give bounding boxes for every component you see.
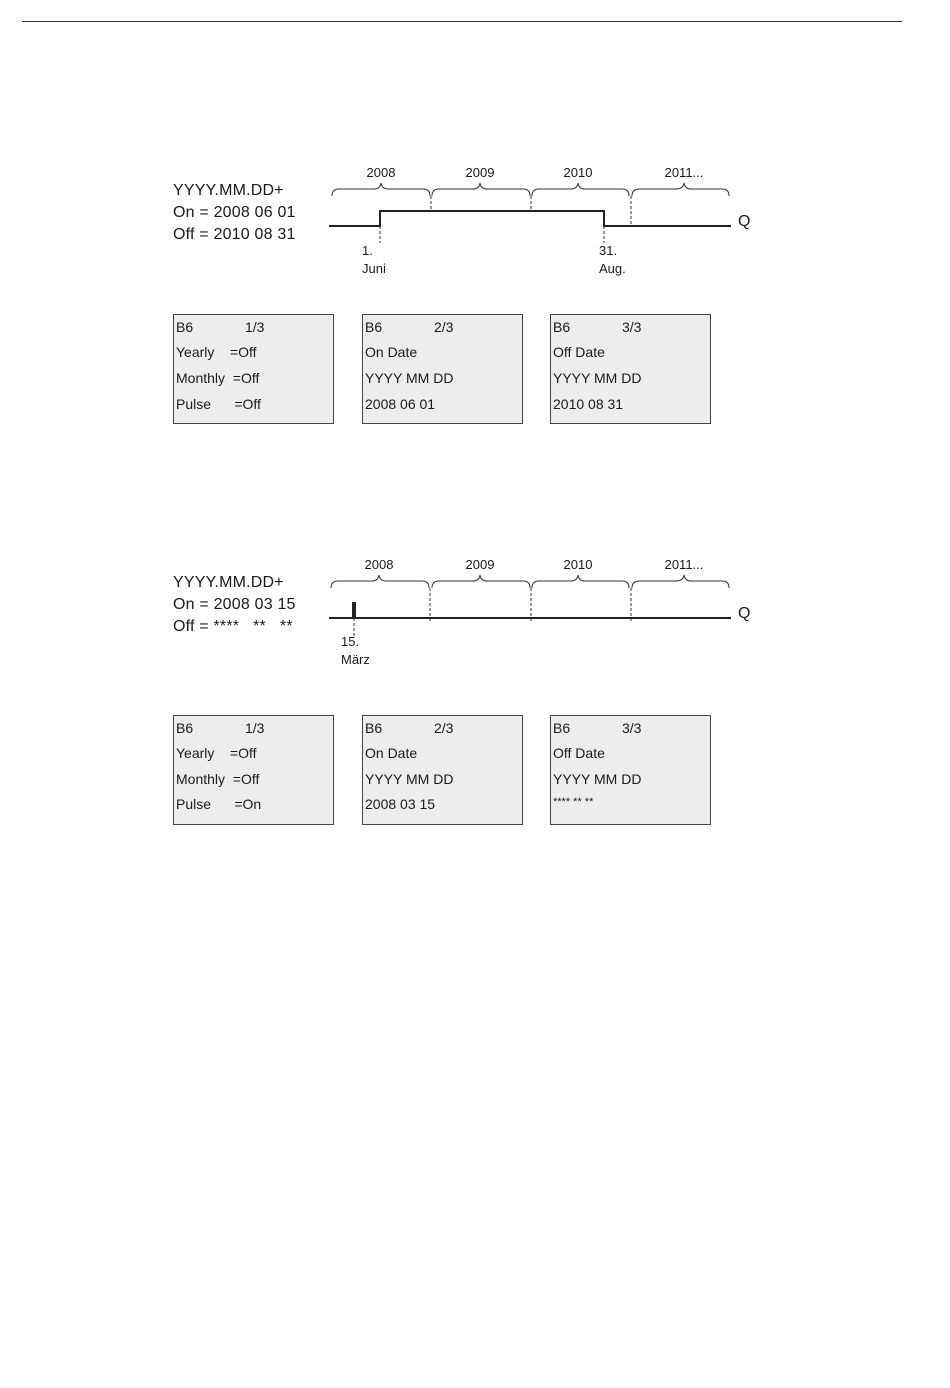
panel-line: YYYY MM DD xyxy=(553,370,642,386)
panel-line: Off Date xyxy=(553,745,605,761)
display-panel-3 xyxy=(550,715,711,825)
panel-line: **** ** ** xyxy=(553,796,594,808)
block-id: B6 xyxy=(553,319,571,335)
panel-line: 2008 06 01 xyxy=(365,396,436,412)
year-dividers xyxy=(430,588,631,621)
page-number: 3/3 xyxy=(622,319,642,335)
block-id: B6 xyxy=(176,720,194,736)
off-marker-month: Aug. xyxy=(599,261,626,276)
block-id: B6 xyxy=(553,720,571,736)
year-label: 2010 xyxy=(563,557,593,572)
panel-line: Pulse =On xyxy=(176,796,262,812)
panel-line: Monthly =Off xyxy=(176,370,260,386)
display-panel-1 xyxy=(173,715,334,825)
on-date-setting: On = 2008 06 01 xyxy=(173,204,296,221)
year-label: 2008 xyxy=(366,165,396,180)
display-panel-2 xyxy=(362,715,523,825)
on-marker-day: 1. xyxy=(362,243,373,258)
panel-line: Yearly =Off xyxy=(176,344,257,360)
panel-line: On Date xyxy=(365,344,418,360)
on-marker-month: Juni xyxy=(362,261,386,276)
panel-line: 2008 03 15 xyxy=(365,796,436,812)
page-number: 1/3 xyxy=(245,319,265,335)
panel-line: On Date xyxy=(365,745,418,761)
year-label: 2011... xyxy=(664,557,704,572)
on-marker-month: März xyxy=(341,652,370,667)
panel-line: YYYY MM DD xyxy=(365,370,454,386)
date-format: YYYY.MM.DD+ xyxy=(173,182,284,199)
panel-line: YYYY MM DD xyxy=(365,771,454,787)
output-label-q: Q xyxy=(738,213,751,230)
panel-line: 2010 08 31 xyxy=(553,396,624,412)
year-braces xyxy=(331,575,729,588)
block-id: B6 xyxy=(176,319,194,335)
panel-line: Off Date xyxy=(553,344,605,360)
page-number: 3/3 xyxy=(622,720,642,736)
on-marker-day: 15. xyxy=(341,634,360,649)
panel-line: Yearly =Off xyxy=(176,745,257,761)
year-label: 2008 xyxy=(364,557,394,572)
off-date-setting: Off = **** ** ** xyxy=(173,618,293,635)
page-number: 2/3 xyxy=(434,319,454,335)
page-number: 2/3 xyxy=(434,720,454,736)
off-date-setting: Off = 2010 08 31 xyxy=(173,226,296,243)
year-label: 2010 xyxy=(563,165,593,180)
page-number: 1/3 xyxy=(245,720,265,736)
on-date-setting: On = 2008 03 15 xyxy=(173,596,296,613)
year-label: 2009 xyxy=(465,557,495,572)
block-id: B6 xyxy=(365,319,383,335)
output-label-q: Q xyxy=(738,605,751,622)
year-label: 2011... xyxy=(664,165,704,180)
panel-line: Monthly =Off xyxy=(176,771,260,787)
panel-line: YYYY MM DD xyxy=(553,771,642,787)
panel-line: Pulse =Off xyxy=(176,396,261,412)
year-label: 2009 xyxy=(465,165,495,180)
off-marker-day: 31. xyxy=(599,243,618,258)
block-id: B6 xyxy=(365,720,383,736)
pulse-mark xyxy=(352,602,356,618)
date-format: YYYY.MM.DD+ xyxy=(173,574,284,591)
